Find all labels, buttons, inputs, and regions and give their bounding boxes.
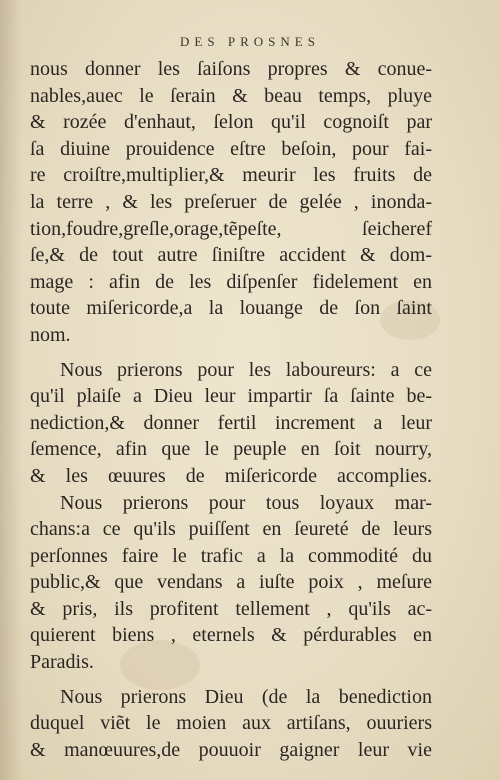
text-line: nous donner les ſaiſons propres & conue- <box>30 58 432 80</box>
text-line: la terre , & les preſeruer de gelée , inonda- <box>30 190 432 213</box>
text-line: quierent biens , eternels & pérdurables en <box>30 624 432 647</box>
text-line: toute miſericorde,a la louange de ſon ſaint <box>30 297 432 320</box>
text-line: public,& que vendans a iuſte poix , meſure <box>30 571 432 594</box>
paragraph-saisons <box>30 56 432 349</box>
text-line: re croiſtre,multiplier,& meurir les fruits de <box>30 164 432 187</box>
body-text <box>30 56 432 763</box>
text-line: Nous prierons pour les laboureurs: a ce <box>60 358 432 381</box>
text-line: ſa diuine prouidence eſtre beſoin, pour fai- <box>30 137 432 160</box>
text-line: & rozée d'enhaut, ſelon qu'il cognoiſt par <box>30 111 432 134</box>
paragraph-laboureurs <box>30 357 432 490</box>
text-line: nediction,& donner fertil increment a leur <box>30 411 432 434</box>
paragraph-artisans <box>30 684 432 764</box>
text-line: qu'il plaiſe a Dieu leur impartir ſa ſainte be- <box>30 385 432 408</box>
text-line: nom. <box>30 323 71 346</box>
text-line: & manœuures,de pouuoir gaigner leur vie <box>30 738 432 761</box>
text-line: Nous prierons Dieu (de la benediction <box>60 685 432 708</box>
text-line: ſe,& de tout autre ſiniſtre accident & dom- <box>30 244 432 267</box>
text-line: ſemence, afin que le peuple en ſoit nourry, <box>30 438 432 461</box>
text-line: perſonnes faire le trafic a la commodité du <box>30 544 432 567</box>
text-line: mage : afin de les diſpenſer fidelement en <box>30 270 432 293</box>
paragraph-marchans <box>30 490 432 676</box>
text-line: & pris, ils profitent tellement , qu'ils ac- <box>30 597 432 620</box>
text-line: nables,auec le ſerain & beau temps, pluye <box>30 84 432 107</box>
text-line: & les œuures de miſericorde accomplies. <box>30 464 432 487</box>
text-line: duquel viẽt le moien aux artiſans, ouuriers <box>30 712 432 735</box>
text-line: Nous prierons pour tous loyaux mar- <box>60 491 432 514</box>
text-line: Paradis. <box>30 651 94 674</box>
text-line: tion,foudre,greſle,orage,tẽpeſte, ſeicheref <box>30 217 432 240</box>
running-head: DES PROSNES <box>180 34 320 49</box>
text-line: chans:a ce qu'ils puiſſent en ſeureté de leurs <box>30 518 432 541</box>
